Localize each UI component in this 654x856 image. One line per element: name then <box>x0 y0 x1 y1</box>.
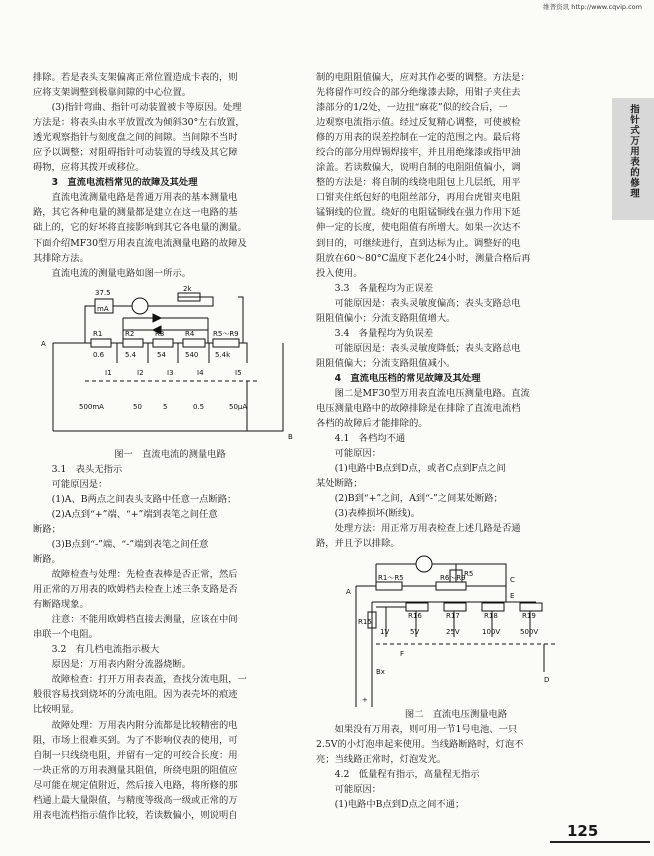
fig2-label: R18 <box>484 611 498 620</box>
figure-2 <box>316 552 596 707</box>
text-line: 某处断路； <box>316 478 363 490</box>
text-line: 修的万用表的误差控制在一定的范围之内。最后将 <box>316 132 521 144</box>
text-line: 涂盖。若读数偏大，说明自制的电阻阻值偏小，调 <box>316 162 521 174</box>
footer-rule <box>550 841 650 843</box>
text-line: 可能原因： <box>316 783 382 795</box>
text-line: 阻阻值偏大；分流支路阻值减小。 <box>316 357 456 369</box>
text-line: 注意：不能用欧姆档直接去测量，应该在中间 <box>33 614 238 626</box>
text-line: 先将留作可绞合的部分绝缘漆去除，用钳子夹住去 <box>316 87 521 99</box>
text-line: 2.5V的小灯泡串起来使用。当线路断路时，灯泡不 <box>316 738 524 750</box>
fig1-label: I4 <box>197 368 204 377</box>
fig2-label: F <box>400 649 405 658</box>
text-line: 串联一个电阻。 <box>33 629 99 641</box>
text-line: 口钳夹住纸包好的电阻丝部分，再用台虎钳夹电阻 <box>316 192 521 204</box>
fig1-label: 0.5 <box>193 402 205 411</box>
fig1-label: I3 <box>167 368 174 377</box>
text-line: 原因是：万用表内附分流器烧断。 <box>33 659 192 671</box>
fig2-label: 500V <box>520 627 539 636</box>
text-line: 断路； <box>33 523 61 535</box>
figure-1 <box>33 281 307 447</box>
text-line: 图二是MF30型万用表直流电压测量电路。直流 <box>316 387 530 399</box>
text-line: 可能原因是： <box>33 478 108 490</box>
fig2-label: R19 <box>522 611 536 620</box>
fig1-label: I2 <box>137 368 144 377</box>
figure-2-circuit <box>316 552 596 707</box>
fig2-label: Bx <box>376 667 385 676</box>
text-line: 档通上最大量限值，与精度等级高一级或正常的万 <box>33 794 238 806</box>
text-line: 有断路现象。 <box>33 599 89 611</box>
text-line: 尽可能在规定值附近，然后接入电路，将所修的那 <box>33 779 238 791</box>
text-line: 下面介绍MF30型万用表直流电流测量电路的故障及 <box>33 237 247 249</box>
text-line: 各档的故障后才能排除的。 <box>316 418 428 430</box>
text-line: (1)电路中B点到D点，或者C点到F点之间 <box>316 463 506 475</box>
fig2-label: + <box>362 695 368 704</box>
fig1-label: 0.6 <box>93 350 105 359</box>
text-line: 路，并且予以排除。 <box>316 538 400 550</box>
text-line: (3)B点到“-”端、“-”端到表笔之间任意 <box>33 538 209 550</box>
text-line: 4.1 各档均不通 <box>316 433 406 445</box>
page-number: 125 <box>567 822 599 840</box>
fig2-label: 5V <box>410 627 420 636</box>
fig1-label: 2k <box>183 284 192 293</box>
section-sidebar <box>612 98 654 220</box>
text-line: 整的方法是：将自制的线绕电阻包上几层纸，用平 <box>316 177 521 189</box>
text-line: (1)电路中B点到D点之间不通； <box>316 798 465 810</box>
section-heading-4: 4 直流电压档的常见故障及其处理 <box>316 372 481 384</box>
fig1-label: R4 <box>185 329 195 338</box>
text-line: (3)表棒损坏(断线)。 <box>316 508 421 520</box>
fig2-label: R16 <box>408 611 422 620</box>
fig1-label: 54 <box>157 350 166 359</box>
fig1-label: 37.5 <box>95 288 111 297</box>
text-line: 故障检查与处理：先检查表棒是否正常，然后 <box>33 569 238 581</box>
text-line: 阻放在60～80°C温度下老化24小时，测量合格后再 <box>316 252 531 264</box>
fig1-label: 50 <box>133 402 142 411</box>
text-line: 排除。若是表头支架偏离正常位置造成卡表的，则 <box>33 72 238 83</box>
figure-1-caption: 图一 直流电流的测量电路 <box>114 448 226 460</box>
text-line: 可能原因： <box>316 448 382 460</box>
fig2-label: 1V <box>380 627 390 636</box>
section-heading-3: 3 直流电流档常见的故障及其处理 <box>33 177 198 189</box>
text-line: 方法是：将表头由水平放置改为倾斜30°左右放置， <box>33 117 245 129</box>
text-line: 透光观察指针与刻度盘之间的间隙。当间隙不当时 <box>33 132 238 144</box>
fig2-label: C <box>510 575 515 584</box>
text-line: 般很容易找到烧坏的分流电阻。因为表壳坏的痕迹 <box>33 689 238 701</box>
fig1-label: R3 <box>155 329 165 338</box>
text-line: 直流电流的测量电路如图一所示。 <box>33 267 192 279</box>
text-line: 比较明显。 <box>33 704 80 716</box>
text-line: 制的电阻阻值偏大，应对其作必要的调整。方法是： <box>316 72 530 83</box>
text-line: 锰铜线的位置。绕好的电阻锰铜线在强力作用下延 <box>316 207 521 219</box>
text-line: 故障检查：打开万用表表盖，查找分流电阻，一 <box>33 674 247 686</box>
sidebar-title: 指针式万用表的修理 <box>628 104 639 199</box>
text-line: (3)指针弯曲、指针可动装置被卡等原因。处理 <box>33 102 242 114</box>
text-line: 可能原因是：表头灵敏度偏高；表头支路总电 <box>316 297 521 309</box>
text-line: 应将支架调整到极靠间隙的中心位置。 <box>33 87 192 99</box>
fig1-label: mA <box>97 304 109 313</box>
text-line: 路，其它各种电量的测量都是建立在这一电路的基 <box>33 207 238 219</box>
fig2-label: D <box>544 675 550 684</box>
fig2-label: R5 <box>464 569 474 578</box>
fig1-label: B <box>288 432 293 441</box>
fig1-label: 5.4k <box>215 350 231 359</box>
fig2-label: 100V <box>482 627 501 636</box>
text-line: 电压测量电路中的故障排除是在排除了直流电流档 <box>316 403 521 415</box>
text-line: 断路。 <box>33 553 61 565</box>
fig1-label: 5.4 <box>125 350 137 359</box>
text-line: 可能原因是：表头灵敏度降低；表头支路总电 <box>316 342 521 354</box>
text-line: 3.4 各量程均为负误差 <box>316 327 434 339</box>
text-line: 一块正常的万用表测量其阻值，所绕电阻的阻值应 <box>33 764 238 776</box>
text-line: 应予以调整；对阻碍指针可动装置的导线及其它障 <box>33 147 238 159</box>
text-line: 4.2 低量程有指示，高量程无指示 <box>316 768 480 780</box>
text-line: 3.3 各量程均为正误差 <box>316 282 434 294</box>
right-column <box>316 70 596 812</box>
fig1-label: R1 <box>93 329 103 338</box>
text-line: 3.2 有几档电流指示极大 <box>33 644 160 656</box>
text-line: 用表电流档指示值作比较，若读数偏小，则说明自 <box>33 809 238 821</box>
text-line: 投入使用。 <box>316 267 363 279</box>
text-line: 故障处理：万用表内附分流都是比较精密的电 <box>33 719 238 731</box>
fig1-label: 540 <box>185 350 199 359</box>
text-line: 3.1 表头无指示 <box>33 463 123 475</box>
text-line: 阻，市场上很难买到。为了不影响仪表的使用，可 <box>33 734 238 746</box>
figure-2-caption: 图二 直流电压测量电路 <box>404 708 508 720</box>
text-line: 阻阻值偏小；分流支路阻值增大。 <box>316 312 456 324</box>
fig2-label: R17 <box>446 611 460 620</box>
fig2-label: E <box>510 591 515 600</box>
fig2-label: 25V <box>446 627 460 636</box>
fig2-label: R15 <box>358 617 372 626</box>
text-line: 伸一定的长度，使电阻值有所增大。如果一次达不 <box>316 222 521 234</box>
text-line: 漆部分的1/2处，一边扭“麻花”似的绞合后，一 <box>316 102 508 114</box>
fig1-label: 5 <box>163 402 168 411</box>
text-line: 自制一只线绕电阻，并留有一定的可绞合长度：用 <box>33 749 238 761</box>
text-line: 础上的，它的好坏将直接影响到其它各电量的测量。 <box>33 222 247 234</box>
fig1-label: I5 <box>235 368 242 377</box>
meter-circle <box>132 298 148 314</box>
fig2-label: R1～R5 <box>378 573 404 582</box>
text-line: (2)A点到“+”端、“+”端到表笔之间任意 <box>33 508 218 520</box>
meter-circle <box>416 556 432 572</box>
fig2-label: R6～R9 <box>440 573 466 582</box>
fig1-label: 500mA <box>79 402 104 411</box>
text-line: 绞合的部分用焊锡焊接牢，并且用绝缘漆或指甲油 <box>316 147 521 159</box>
left-column <box>33 70 307 823</box>
fig1-label: R2 <box>125 329 135 338</box>
text-line: 边观察电流指示值。经过反复精心调整，可使被检 <box>316 117 521 129</box>
fig1-label: 50µA <box>229 402 248 411</box>
site-watermark: 维普资讯 http://www.cqvip.com <box>543 3 642 11</box>
text-line: 到目的，可继续进行，直到达标为止。调整好的电 <box>316 237 521 249</box>
text-line: 碍物，应将其拨开或移位。 <box>33 162 145 174</box>
fig1-label: I1 <box>105 368 112 377</box>
text-line: 直流电流测量电路是普通万用表的基本测量电 <box>33 192 238 204</box>
figure-1-circuit <box>33 281 307 447</box>
text-line: 其排除方法。 <box>33 252 89 264</box>
text-line: (1)A、B两点之间表头支路中任意一点断路； <box>33 493 237 505</box>
text-line: (2)B到“+”之间，A到“-”之间某处断路； <box>316 493 503 505</box>
text-line: 处理方法：用正常万用表检查上述几路是否通 <box>316 523 521 535</box>
fig2-label: A <box>346 587 351 596</box>
fig1-label: R5～R9 <box>213 329 239 338</box>
text-line: 如果没有万用表，则可用一节1号电池、一只 <box>316 723 518 735</box>
text-line: 用正常的万用表的欧姆档去检查上述三条支路是否 <box>33 584 238 596</box>
text-line: 亮；当线路正常时，灯泡发光。 <box>316 753 447 765</box>
fig1-label: A <box>41 339 46 348</box>
